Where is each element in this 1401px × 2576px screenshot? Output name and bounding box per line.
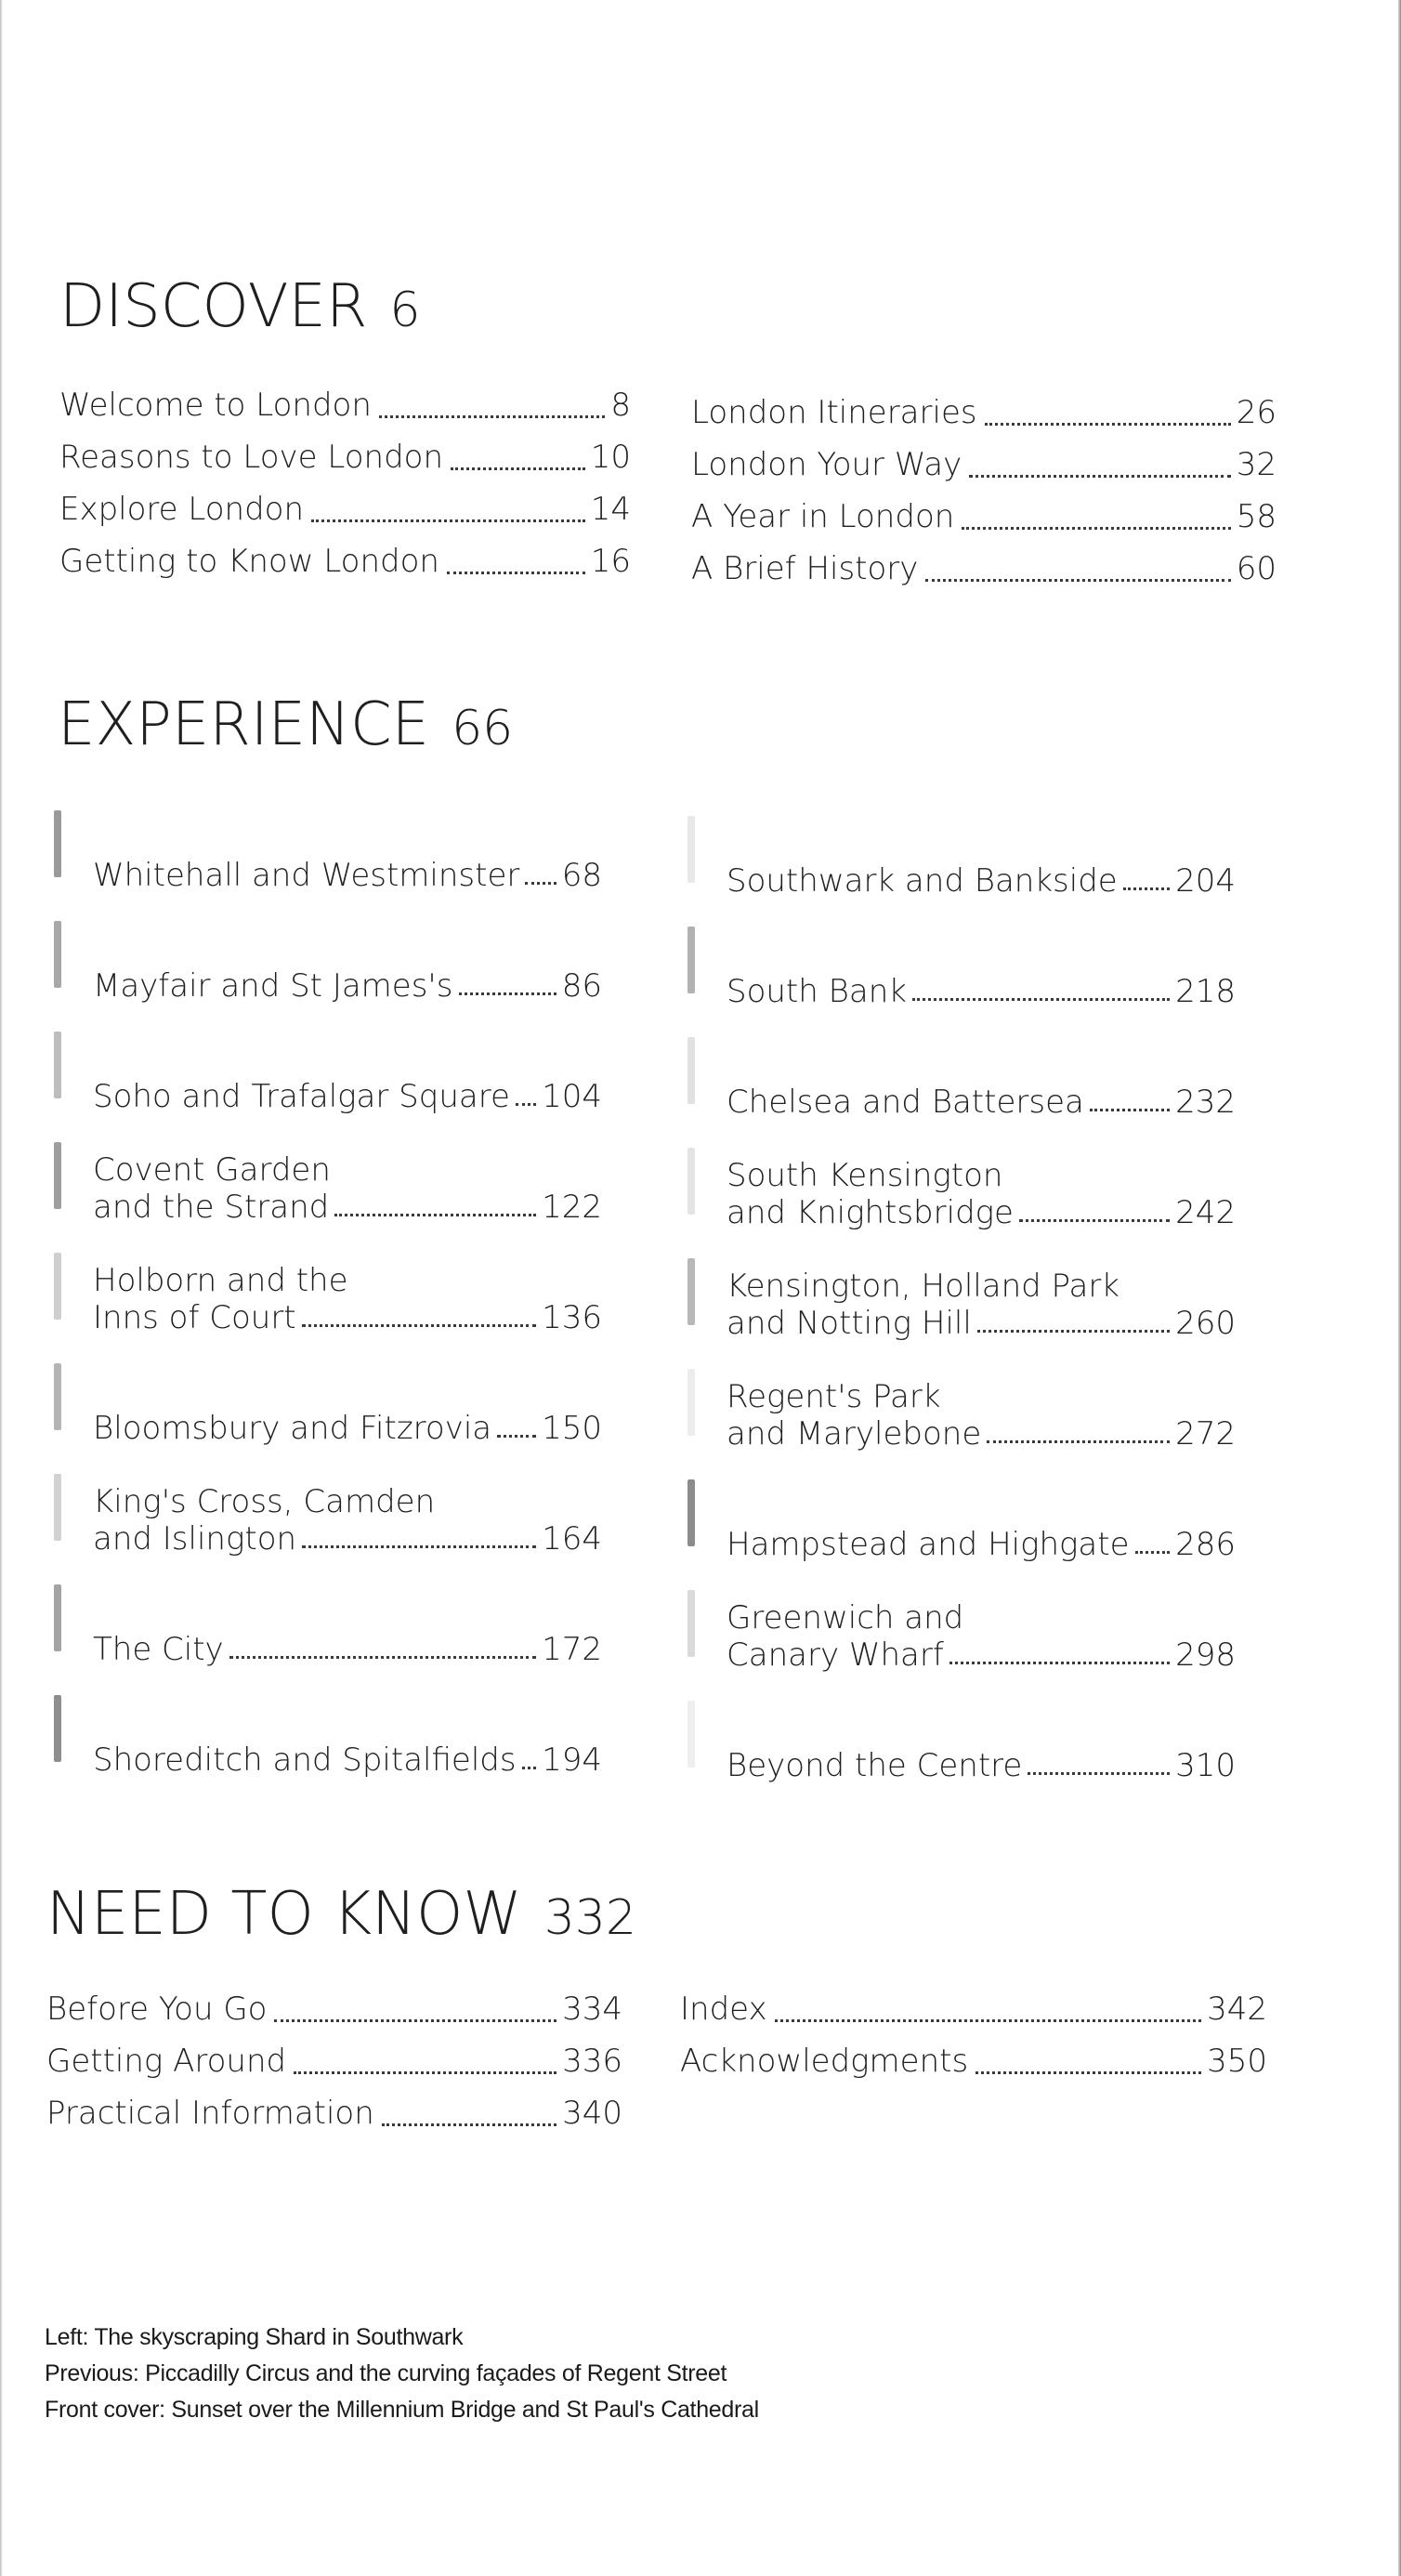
chapter-text (93, 857, 602, 894)
chapter-entry[interactable] (687, 816, 1236, 905)
chapter-title: Soho and Trafalgar Square (93, 1078, 510, 1115)
credit-line: Front cover: Sunset over the Millennium Bridge and St Paul's Cathedral (45, 2397, 759, 2423)
dot-leader (274, 2019, 556, 2022)
chapter-title: and Knightsbridge (727, 1194, 1014, 1231)
chapter-title-line2 (727, 1526, 1236, 1563)
dot-leader (1135, 1551, 1171, 1554)
dot-leader (949, 1662, 1170, 1664)
chapter-title: Inns of Court (93, 1299, 296, 1336)
toc-entry[interactable] (680, 1983, 1267, 2035)
chapter-title-line1: South Kensington (727, 1157, 1003, 1194)
chapter-entry[interactable] (687, 1369, 1236, 1458)
chapter-page: 86 (561, 967, 602, 1005)
toc-entry-page: 342 (1207, 1991, 1267, 2028)
chapter-title-line1: Covent Garden (93, 1151, 331, 1189)
chapter-text (727, 1747, 1236, 1784)
dot-leader (1028, 1772, 1170, 1775)
chapter-title: Hampstead and Highgate (727, 1526, 1130, 1563)
toc-entry[interactable] (59, 379, 631, 431)
chapter-text (93, 1262, 602, 1336)
chapter-title-line1: King's Cross, Camden (93, 1483, 436, 1520)
chapter-text (727, 1378, 1236, 1452)
chapter-text (93, 1151, 602, 1226)
chapter-title-line2 (93, 1631, 602, 1668)
chapter-color-bar (54, 1142, 61, 1209)
chapter-page: 164 (542, 1520, 602, 1557)
dot-leader (516, 1103, 536, 1106)
chapter-title-line1: Greenwich and (727, 1599, 964, 1636)
toc-entry-page: 336 (562, 2043, 622, 2080)
toc-entry-label: A Brief History (691, 550, 919, 587)
dot-leader (975, 2071, 1201, 2074)
chapter-title-line2 (727, 862, 1236, 900)
chapter-entry[interactable] (54, 1584, 602, 1674)
toc-entry[interactable] (680, 2035, 1267, 2087)
chapter-title: and the Strand (93, 1189, 330, 1226)
toc-entry-page: 60 (1236, 550, 1277, 587)
chapter-title-line2 (727, 1415, 1236, 1452)
discover-heading (59, 272, 421, 341)
dot-leader (969, 475, 1231, 478)
toc-entry-label: London Itineraries (691, 394, 977, 431)
chapter-title: and Islington (93, 1520, 297, 1557)
chapter-page: 68 (561, 857, 602, 894)
toc-entry-page: 8 (610, 387, 631, 424)
chapter-title: Chelsea and Battersea (727, 1084, 1084, 1121)
chapter-page: 194 (542, 1741, 602, 1779)
dot-leader (311, 519, 585, 522)
toc-entry-label: Index (680, 1991, 767, 2028)
chapter-page: 172 (542, 1631, 602, 1668)
chapter-entry[interactable] (687, 1701, 1236, 1790)
dot-leader (294, 2071, 556, 2074)
chapter-title: Shoreditch and Spitalfields (93, 1741, 517, 1779)
dot-leader (962, 527, 1230, 530)
chapter-text (93, 967, 602, 1005)
chapter-entry[interactable] (687, 1479, 1236, 1569)
chapter-page: 310 (1175, 1747, 1236, 1784)
toc-entry[interactable] (46, 2035, 622, 2087)
chapter-color-bar (54, 1032, 61, 1098)
toc-entry-page: 10 (590, 439, 631, 476)
dot-leader (334, 1214, 536, 1216)
toc-entry-page: 32 (1236, 446, 1277, 483)
chapter-entry[interactable] (54, 921, 602, 1010)
need-to-know-title: NEED TO KNOW (46, 1880, 522, 1949)
toc-entry-label: London Your Way (691, 446, 962, 483)
toc-entry-label: Welcome to London (59, 387, 372, 424)
chapter-title-line2 (93, 1410, 602, 1447)
chapter-title-line2 (727, 1194, 1236, 1231)
toc-entry-label: Before You Go (46, 1991, 268, 2028)
chapter-title: The City (93, 1631, 224, 1668)
chapter-page: 272 (1175, 1415, 1236, 1452)
dot-leader (912, 998, 1170, 1001)
chapter-color-bar (54, 921, 61, 988)
chapter-entry[interactable] (54, 1363, 602, 1452)
chapter-entry[interactable] (54, 1474, 602, 1563)
experience-heading (58, 690, 514, 759)
chapter-text (727, 1599, 1236, 1674)
dot-leader (987, 1440, 1170, 1443)
toc-entry-label: Explore London (59, 491, 305, 528)
chapter-page: 122 (542, 1189, 602, 1226)
chapter-color-bar (54, 1363, 61, 1430)
dot-leader (229, 1656, 536, 1659)
discover-title: DISCOVER (59, 272, 368, 341)
dot-leader (459, 992, 556, 995)
credit-line: Previous: Piccadilly Circus and the curving façades of Regent Street (45, 2360, 727, 2386)
chapter-title-line2 (727, 1084, 1236, 1121)
discover-left-column (59, 379, 631, 587)
chapter-page: 260 (1175, 1305, 1236, 1342)
chapter-title: Whitehall and Westminster (93, 857, 520, 894)
chapter-text (727, 1157, 1236, 1231)
chapter-text (727, 1084, 1236, 1121)
chapter-page: 136 (542, 1299, 602, 1336)
need-to-know-right-column (680, 1983, 1267, 2087)
chapter-title-line2 (93, 1078, 602, 1115)
chapter-entry[interactable] (687, 927, 1236, 1016)
chapter-entry[interactable] (54, 810, 602, 900)
chapter-title-line2 (93, 967, 602, 1005)
toc-entry[interactable] (59, 431, 631, 483)
chapter-title-line2 (93, 857, 602, 894)
toc-entry-label: A Year in London (691, 498, 955, 535)
need-to-know-heading (46, 1880, 636, 1949)
credit-line: Left: The skyscraping Shard in Southwark (45, 2324, 464, 2350)
toc-entry[interactable] (691, 543, 1277, 595)
page-left-edge (0, 0, 3, 2576)
chapter-color-bar (54, 810, 61, 877)
toc-entry-label: Reasons to Love London (59, 439, 443, 476)
dot-leader (985, 423, 1231, 426)
toc-entry-label: Getting to Know London (59, 543, 439, 580)
chapter-entry[interactable] (54, 1032, 602, 1121)
chapter-title: Southwark and Bankside (727, 862, 1118, 900)
discover-right-column (691, 387, 1277, 595)
dot-leader (451, 467, 585, 470)
toc-entry[interactable] (59, 483, 631, 535)
chapter-text (93, 1741, 602, 1779)
chapter-color-bar (687, 816, 695, 883)
dot-leader (522, 1767, 537, 1769)
chapter-color-bar (54, 1253, 61, 1320)
chapter-text (727, 973, 1236, 1010)
toc-entry-page: 58 (1236, 498, 1277, 535)
chapter-text (93, 1078, 602, 1115)
chapter-color-bar (687, 1369, 695, 1436)
chapter-color-bar (54, 1474, 61, 1541)
chapter-entry[interactable] (54, 1142, 602, 1231)
chapter-color-bar (687, 1148, 695, 1215)
toc-entry-label: Acknowledgments (680, 2043, 969, 2080)
chapter-title-line1: Holborn and the (93, 1262, 348, 1299)
chapter-title: Bloomsbury and Fitzrovia (93, 1410, 492, 1447)
toc-entry[interactable] (691, 387, 1277, 439)
chapter-page: 104 (542, 1078, 602, 1115)
chapter-page: 204 (1175, 862, 1236, 900)
chapter-color-bar (54, 1695, 61, 1762)
chapter-entry[interactable] (54, 1695, 602, 1784)
dot-leader (775, 2019, 1201, 2022)
chapter-color-bar (687, 1701, 695, 1768)
photo-credits (45, 2320, 759, 2428)
toc-entry-page: 334 (562, 1991, 622, 2028)
toc-entry[interactable] (46, 1983, 622, 2035)
toc-entry[interactable] (59, 535, 631, 587)
dot-leader (1123, 887, 1170, 890)
chapter-text (727, 862, 1236, 900)
chapter-color-bar (687, 1258, 695, 1325)
chapter-text (93, 1410, 602, 1447)
chapter-text (93, 1631, 602, 1668)
chapter-entry[interactable] (687, 1037, 1236, 1126)
dot-leader (302, 1324, 536, 1327)
chapter-page: 286 (1175, 1526, 1236, 1563)
experience-title: EXPERIENCE (58, 690, 430, 759)
chapter-page: 150 (542, 1410, 602, 1447)
chapter-title-line2 (93, 1520, 602, 1557)
dot-leader (1090, 1109, 1170, 1111)
chapter-title-line1: Regent's Park (727, 1378, 941, 1415)
chapter-color-bar (687, 1590, 695, 1657)
chapter-title: South Bank (727, 973, 907, 1010)
chapter-title-line1: Kensington, Holland Park (727, 1268, 1119, 1305)
chapter-page: 218 (1175, 973, 1236, 1010)
chapter-title-line2 (727, 973, 1236, 1010)
toc-entry-page: 350 (1207, 2043, 1267, 2080)
dot-leader (977, 1330, 1170, 1333)
toc-entry-label: Practical Information (46, 2095, 374, 2132)
chapter-text (727, 1268, 1236, 1342)
need-to-know-page: 332 (543, 1890, 636, 1946)
chapter-page: 298 (1175, 1636, 1236, 1674)
chapter-entry[interactable] (54, 1253, 602, 1342)
chapter-title-line2 (727, 1636, 1236, 1674)
chapter-title-line2 (727, 1305, 1236, 1342)
chapter-title: Canary Wharf (727, 1636, 944, 1674)
chapter-title: Beyond the Centre (727, 1747, 1023, 1784)
dot-leader (1019, 1219, 1170, 1222)
toc-entry-page: 16 (590, 543, 631, 580)
chapter-color-bar (687, 1479, 695, 1546)
dot-leader (379, 415, 605, 418)
chapter-entry[interactable] (687, 1590, 1236, 1679)
toc-entry-label: Getting Around (46, 2043, 287, 2080)
chapter-title-line2 (93, 1741, 602, 1779)
toc-entry[interactable] (691, 439, 1277, 491)
chapter-title-line2 (727, 1747, 1236, 1784)
dot-leader (382, 2123, 556, 2126)
toc-entry-page: 26 (1236, 394, 1277, 431)
toc-entry-page: 340 (562, 2095, 622, 2132)
toc-entry-page: 14 (590, 491, 631, 528)
need-to-know-left-column (46, 1983, 622, 2139)
chapter-title: Mayfair and St James's (93, 967, 453, 1005)
chapter-page: 242 (1175, 1194, 1236, 1231)
dot-leader (497, 1435, 536, 1438)
chapter-title-line2 (93, 1189, 602, 1226)
chapter-text (727, 1526, 1236, 1563)
dot-leader (525, 882, 556, 885)
chapter-color-bar (687, 927, 695, 993)
chapter-title: and Notting Hill (727, 1305, 972, 1342)
chapter-entry[interactable] (687, 1148, 1236, 1237)
experience-page: 66 (452, 701, 514, 756)
chapter-color-bar (687, 1037, 695, 1104)
chapter-page: 232 (1175, 1084, 1236, 1121)
chapter-title-line2 (93, 1299, 602, 1336)
dot-leader (302, 1545, 536, 1548)
toc-entry[interactable] (691, 491, 1277, 543)
discover-page: 6 (389, 283, 421, 338)
toc-entry[interactable] (46, 2087, 622, 2139)
chapter-title: and Marylebone (727, 1415, 982, 1452)
chapter-entry[interactable] (687, 1258, 1236, 1347)
chapter-text (93, 1483, 602, 1557)
chapter-color-bar (54, 1584, 61, 1651)
dot-leader (447, 572, 585, 574)
dot-leader (925, 579, 1230, 582)
